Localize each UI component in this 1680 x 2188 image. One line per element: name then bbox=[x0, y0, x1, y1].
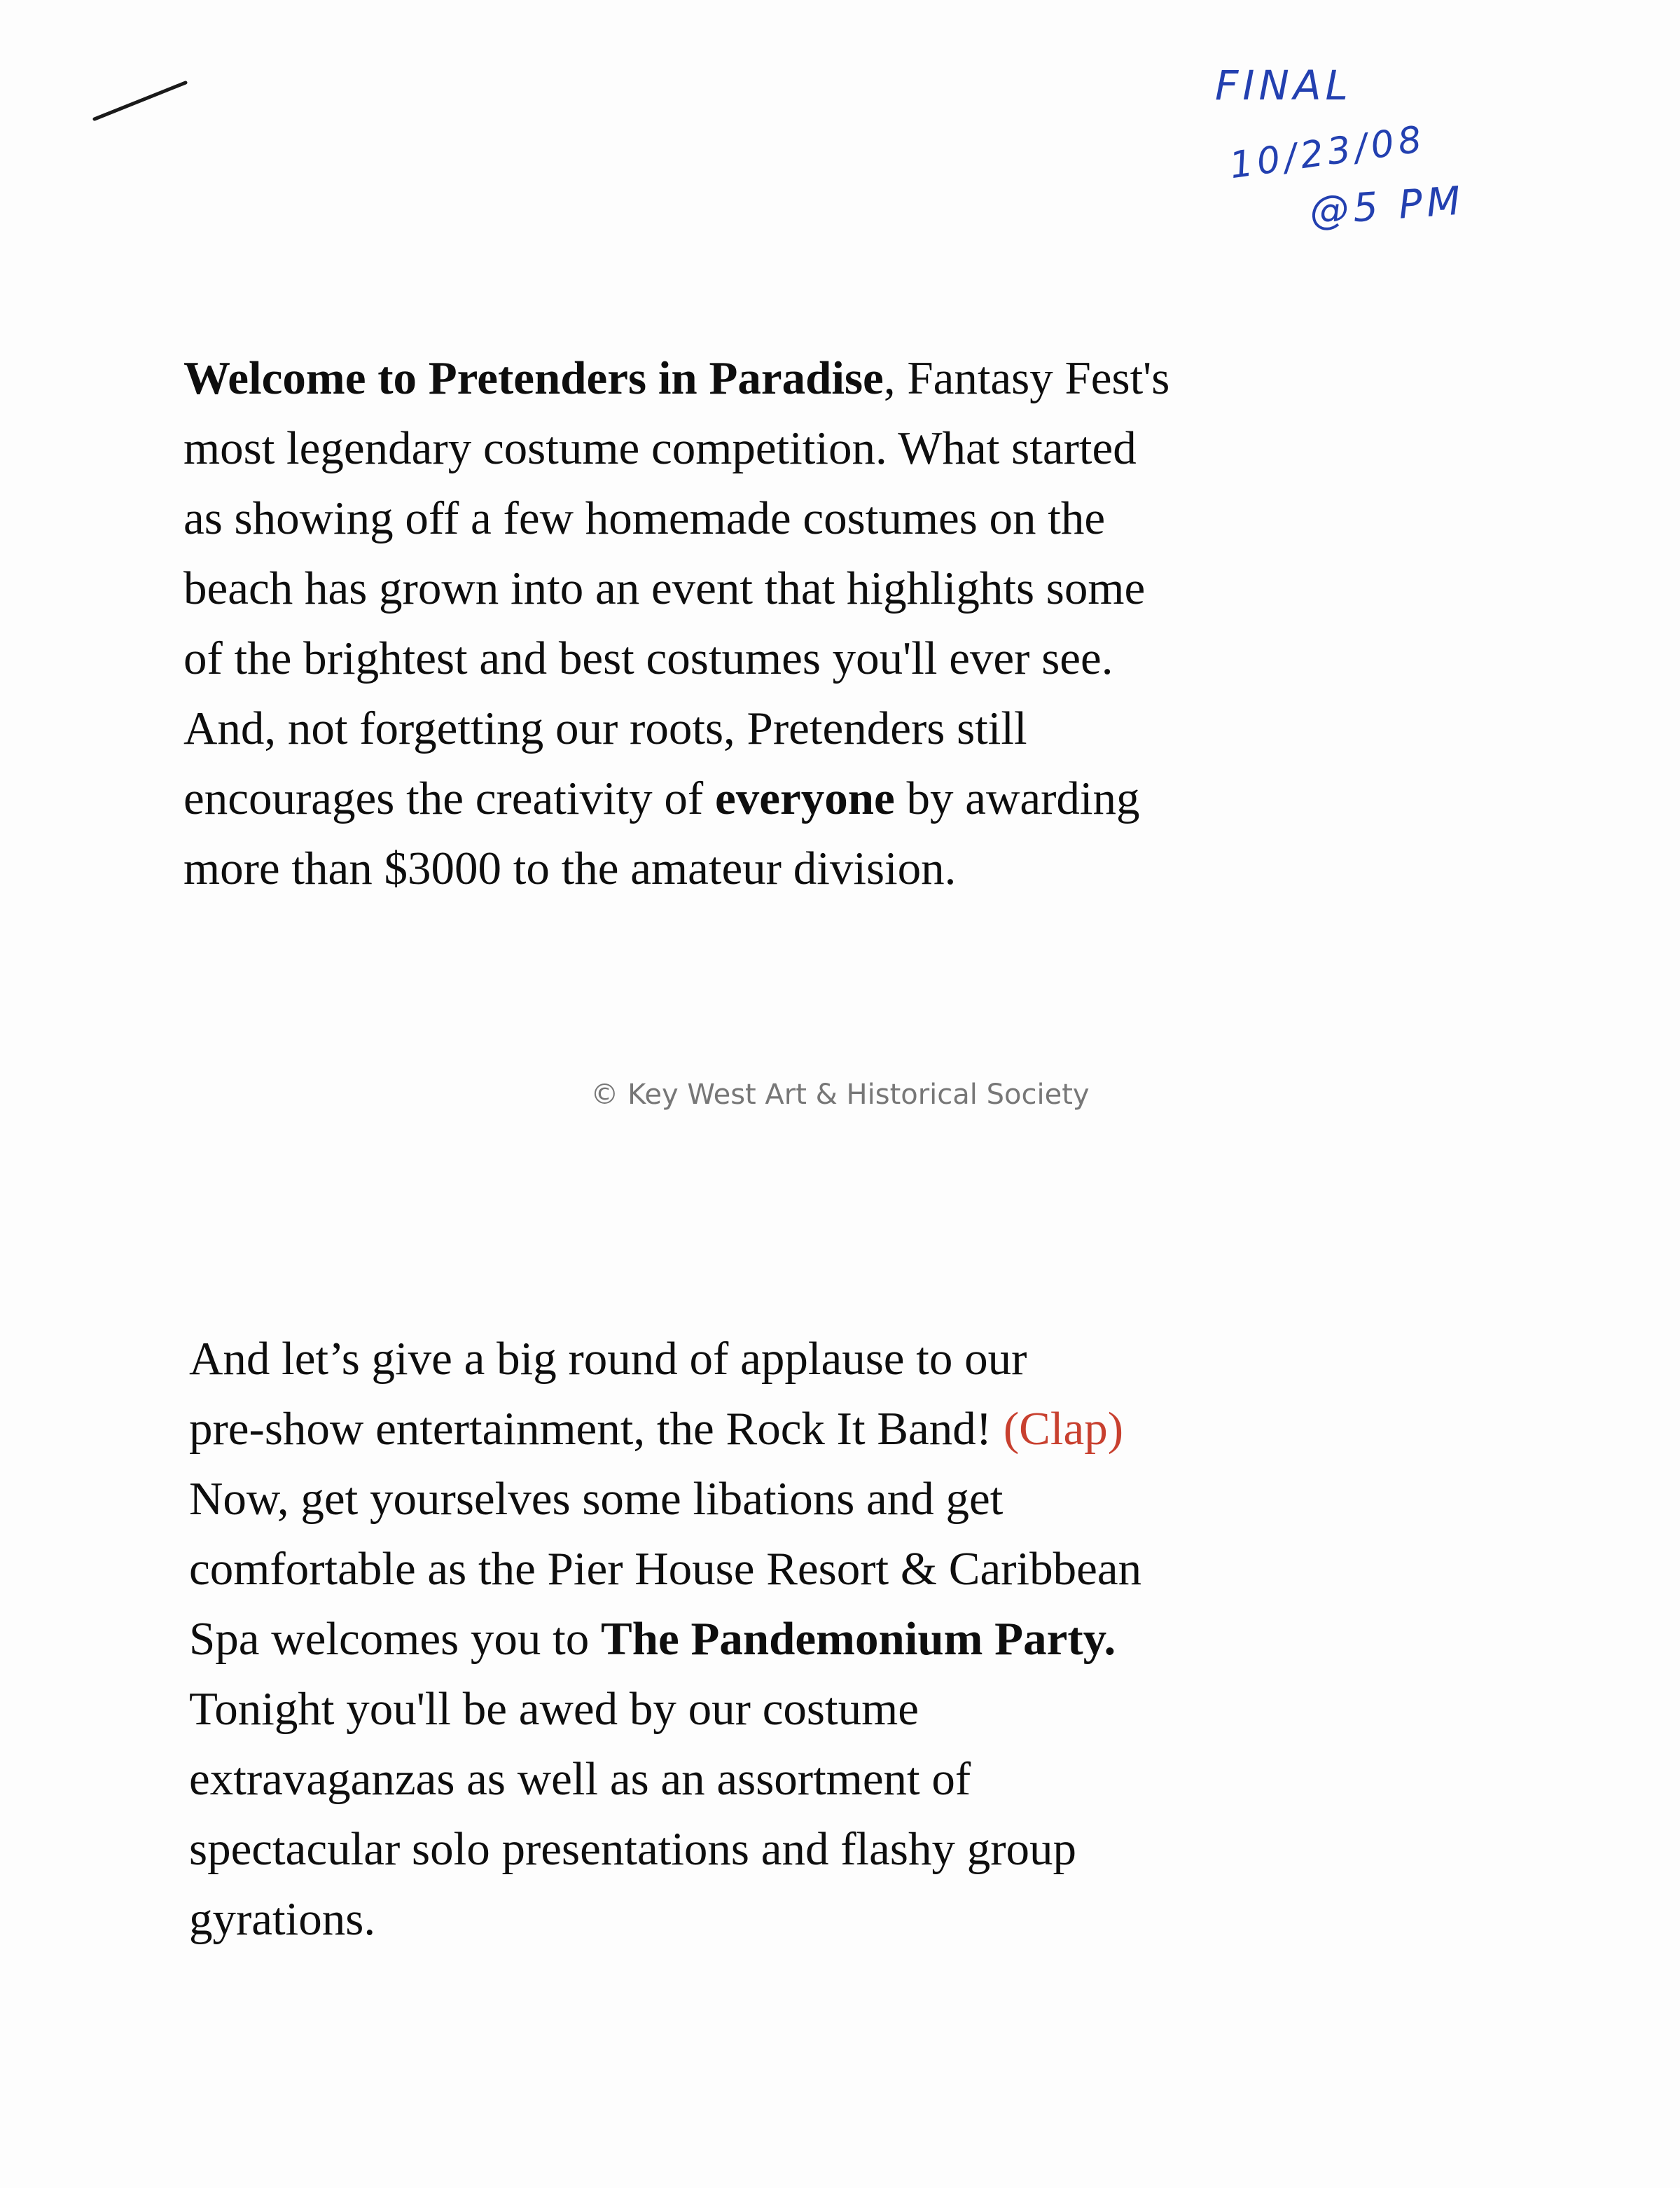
everyone-emphasis: everyone bbox=[714, 773, 895, 824]
applause-line-7: extravaganzas as well as an assortment of bbox=[189, 1753, 971, 1805]
handwritten-time: @5 PM bbox=[1308, 178, 1466, 235]
welcome-line-6: And, not forgetting our roots, Pretenders still bbox=[183, 702, 1027, 754]
welcome-paragraph bbox=[183, 343, 1500, 903]
welcome-line-4: beach has grown into an event that highlights some bbox=[183, 562, 1146, 614]
copyright-watermark: © Key West Art & Historical Society bbox=[590, 1079, 1090, 1111]
welcome-line-8: more than $3000 to the amateur division. bbox=[183, 843, 957, 894]
welcome-line-5: of the brightest and best costumes you'll ever see. bbox=[183, 632, 1113, 684]
applause-line-6: Tonight you'll be awed by our costume bbox=[189, 1683, 919, 1735]
applause-line-2: pre-show entertainment, the Rock It Band! (Clap) bbox=[189, 1403, 1124, 1455]
welcome-title: Welcome to Pretenders in Paradise bbox=[183, 352, 884, 404]
pandemonium-party-title: The Pandemonium Party. bbox=[601, 1613, 1116, 1665]
applause-line-3: Now, get yourselves some libations and get bbox=[189, 1473, 1004, 1525]
handwritten-date: 10/23/08 bbox=[1227, 118, 1429, 188]
clap-cue: (Clap) bbox=[1003, 1403, 1124, 1455]
welcome-line-3: as showing off a few homemade costumes on the bbox=[183, 492, 1106, 544]
applause-paragraph bbox=[189, 1324, 1506, 1954]
handwritten-final: FINAL bbox=[1215, 62, 1352, 109]
welcome-line-1: Welcome to Pretenders in Paradise, Fantasy Fest's bbox=[183, 352, 1170, 404]
pen-stroke-mark bbox=[91, 70, 189, 126]
applause-line-8: spectacular solo presentations and flashy group bbox=[189, 1823, 1077, 1875]
applause-line-5: Spa welcomes you to The Pandemonium Party. bbox=[189, 1613, 1116, 1665]
welcome-line-2: most legendary costume competition. What started bbox=[183, 422, 1137, 474]
applause-line-1: And let’s give a big round of applause to our bbox=[189, 1333, 1027, 1385]
applause-line-9: gyrations. bbox=[189, 1893, 376, 1945]
applause-line-4: comfortable as the Pier House Resort & Caribbean bbox=[189, 1543, 1142, 1595]
welcome-line-7: encourages the creativity of everyone by awarding bbox=[183, 773, 1140, 824]
